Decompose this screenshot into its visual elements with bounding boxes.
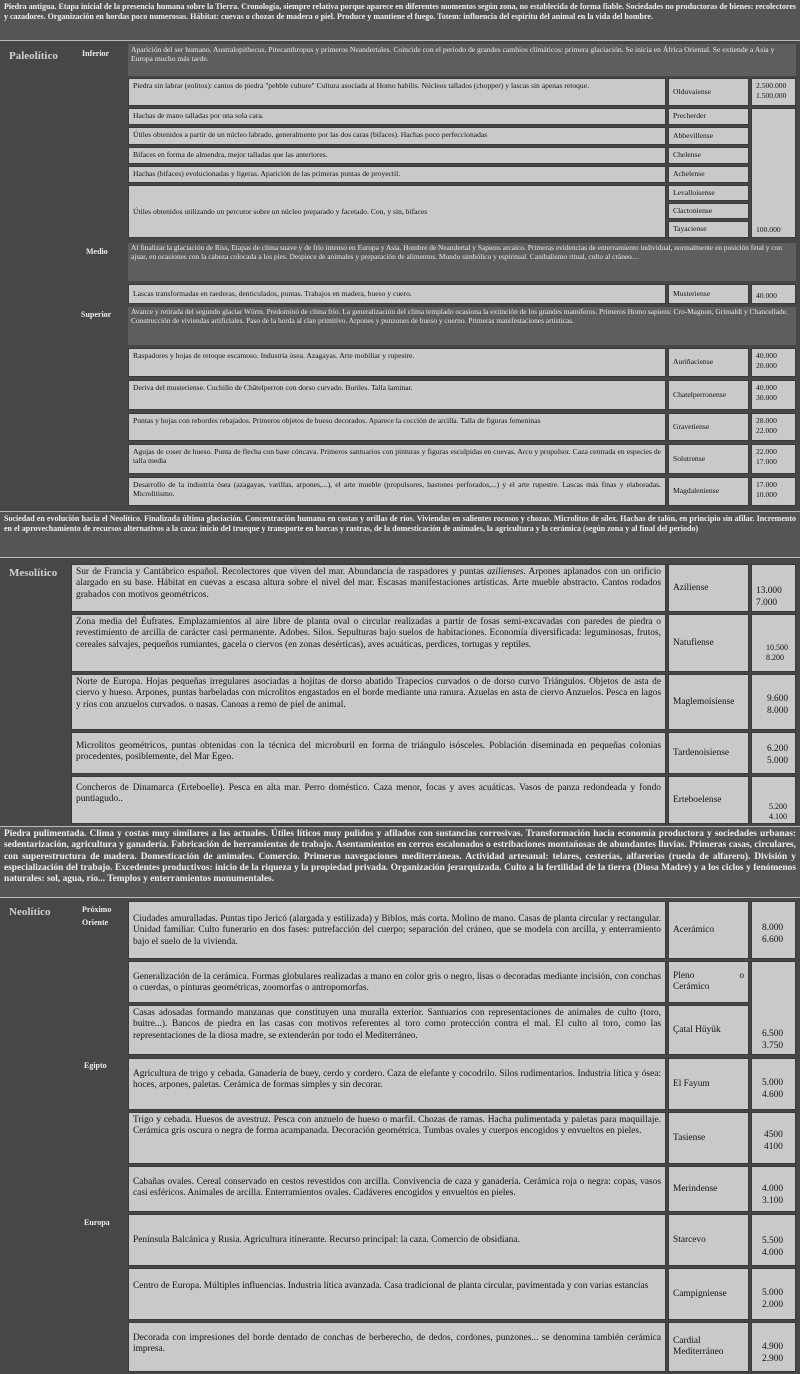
superior-culture-5: Magdaleniense: [668, 477, 749, 506]
culture-name: Mediterráneo: [673, 1347, 724, 1357]
date-start: 5.200: [769, 802, 787, 811]
oriente-culture-3: Çatal Hüyük: [668, 1005, 749, 1055]
mesolitico-dates-3: [751, 674, 796, 730]
europa-culture-3: [668, 1322, 749, 1372]
oriente-dates-1: [751, 901, 796, 959]
superior-desc-5: Desarrollo de la industria ósea (azagayas, varillas, arpones,...), el arte mueble (propulsores, bastones perforados,...) y el arte rupestre. Lascas más finas y elaboradas. Microlitismo.: [128, 477, 666, 506]
inferior-culture-4: Chelense: [668, 147, 749, 164]
mesolitico-dates-5: [751, 776, 796, 824]
inferior-desc-1: Piedra sin labrar (eolitos): cantos de piedra "pebble culture" Cultura asociada al Homo habilis. Núcleos tallados (chopper) y lascas sin apenas retoque.: [128, 78, 666, 106]
superior-culture-3: Gravetiense: [668, 413, 749, 441]
europa-desc-2: Centro de Europa. Múltiples influencias. Industria lítica avanzada. Casa tradicional de planta circular, pavimentada y con varias estancias: [128, 1268, 666, 1320]
culture-name: Cerámico: [673, 982, 710, 992]
superior-dates-5: [751, 477, 796, 506]
europa-dates-1: [751, 1214, 796, 1266]
date-start: 9.600: [767, 694, 789, 704]
mesolitico-culture-5: Erteboelense: [668, 776, 749, 824]
oriente-label-line1: Próximo: [82, 905, 112, 914]
mesolitico-dates-1: [751, 564, 796, 612]
desc-italic: azilienses: [487, 567, 524, 577]
superior-culture-2: Chatelperronense: [668, 380, 749, 410]
superior-desc-3: Puntas y hojas con rebordes rebajados. Primeros objetos de hueso decorados. Aparece la cocción de arcilla. Talla de figuras femeninas: [128, 413, 666, 441]
date-end: 8.200: [766, 653, 784, 663]
europa-desc-1: Península Balcánica y Rusia. Agricultura itinerante. Recurso principal: la caza. Comercio de obsidiana.: [128, 1214, 666, 1266]
inferior-desc-3: Útiles obtenidos a partir de un núcleo labrado, generalmente por las dos caras (bifaces). Hachas poco perfeccionadas: [128, 127, 666, 145]
mesolitico-intro: Sociedad en evolución hacia el Neolítico. Finalizada última glaciación. Concentración humana en costas y orillas de ríos. Viviendas en salientes rocosos y chozas. Microlitos de sílex. Hachas de talón, en principio sin afilar. Incremento en el aprovechamiento de recursos alternativos a la caza: inicio del trueque y transporte en barcas y rastras, de la domesticación de animales, la agricultura y la cerámica (según zona y al final del periodo): [0, 511, 800, 558]
date-end: 4.000: [762, 1248, 784, 1259]
mesolitico-culture-2: Natufiense: [668, 614, 749, 672]
inferior-desc-6: Útiles obtenidos utilizando un percutor sobre un núcleo preparado y facetado. Con, y sin, bifaces: [128, 185, 666, 238]
mesolitico-desc-1: [71, 564, 666, 612]
medio-lead: Al finalizar la glaciación de Riss, Etapas de clima suave y de frío intenso en Europa y Asia. Hombre de Neandertal y Sapiens arcaico. Primeras evidencias de enterramiento individual, normalmente en posición fetal y con ajuar, en ocasiones con la cabeza colocada a los pies. Despiece de animales y preparación de alimentos. Mundo simbólico y espiritual. Canibalismo ritual, culto al cráneo…: [128, 243, 796, 281]
mesolitico-dates-4: [751, 732, 796, 774]
date-end: 20.000: [756, 360, 777, 370]
date-start: 2.500.000: [756, 81, 787, 90]
superior-desc-1: Raspadores y hojas de retoque escamoso. Industria ósea. Azagayas. Arte mobiliar y rupestre.: [128, 348, 666, 377]
inferior-dates-1: [751, 78, 796, 106]
date-start: 28.000: [756, 416, 777, 425]
superior-desc-2: Deriva del musteriense. Cuchillo de Châtelperron con dorso curvado. Buriles. Talla laminar.: [128, 380, 666, 410]
date-start: 6.500: [762, 1028, 784, 1039]
egipto-culture-3: Merindense: [668, 1166, 749, 1212]
oriente-culture-1: Acerámico: [668, 901, 749, 959]
inferior-dates-2: [751, 108, 796, 238]
date-start: 5.000: [762, 1078, 784, 1088]
paleolitico-label: Paleolítico: [9, 50, 58, 62]
oriente-label: [82, 904, 111, 930]
paleolitico-intro: Piedra antigua. Etapa inicial de la presencia humana sobre la Tierra. Cronología, siempre relativa porque aparece en diferentes momentos según zona, no establecida de forma fiable. Sociedades no productoras de bienes: recolectores y cazadores. Organización en hordas poco numerosas. Hábitat: cuevas o chozas de madera o piel. Produce y mantiene el fuego. Totem: influencia del espíritu del animal en la vida del hombre.: [0, 0, 800, 41]
europa-dates-3: [751, 1322, 796, 1372]
culture-conjunction: o: [739, 971, 744, 982]
inferior-desc-2: Hachas de mano talladas por una sola cara.: [128, 108, 666, 125]
europa-culture-2: Campigniense: [668, 1268, 749, 1320]
egipto-culture-2: Tasiense: [668, 1112, 749, 1164]
date-end: 30.000: [756, 392, 777, 402]
inferior-label: Inferior: [82, 49, 110, 58]
inferior-lead: Aparición del ser humano. Australopithecus, Pitecanthropus y primeros Neandertales. Coincide con el periodo de grandes cambios climáticos: primera glaciación. Se inicia en África Oriental. Se extiende a Asia y Europa mucho más tarde.: [128, 44, 796, 76]
inferior-culture-3: Abbevillense: [668, 127, 749, 145]
mesolitico-desc-4: Microlitos geométricos, puntas obtenidas con la técnica del microburil en forma de triángulo isósceles. Población diseminada en pequeñas colonias procedentes, posiblemente, del Mar Egeo.: [71, 732, 666, 774]
superior-culture-4: Solutrense: [668, 444, 749, 474]
date-end: 4.600: [762, 1090, 784, 1101]
medio-desc-1: Lascas transformadas en raederas, denticulados, puntas. Trabajos en madera, hueso y cuero.: [128, 284, 666, 304]
date-start: 17.000: [756, 480, 777, 489]
egipto-desc-2: Trigo y cebada. Huesos de avestruz. Pesca con anzuelo de hueso o marfil. Chozas de ramas. Hacha pulimentada y paletas para maquillaje. Cerámica gris oscura o negra de forma acampanada. Decoración geométrica. Tumbas ovales y cuerpos encogidos y envueltos en pieles.: [128, 1112, 666, 1164]
europa-label: Europa: [84, 1218, 110, 1227]
inferior-desc-4: Bifaces en forma de almendra, mejor talladas que las anteriores.: [128, 147, 666, 164]
inferior-culture-6a: Levalloisense: [668, 185, 749, 201]
superior-label: Superior: [81, 310, 112, 319]
oriente-desc-2: Generalización de la cerámica. Formas globulares realizadas a mano en color gris o negro, lisas o decoradas mediante incisión, con conchas o cuerdas, o pinturas geométricas, zoomorfas o antropomorfas.: [128, 961, 666, 1003]
inferior-culture-6b: Clactoniense: [668, 203, 749, 219]
desc-part: Sur de Francia y Cantábrico español. Recolectores que viven del mar. Abundancia de raspadores y puntas: [76, 567, 488, 577]
neolitico-label: Neolítico: [9, 906, 51, 918]
date-end: 6.600: [762, 935, 784, 946]
culture-name: Pleno: [673, 971, 695, 982]
oriente-desc-3: Casas adosadas formando manzanas que constituyen una muralla exterior. Santuarios con representaciones de animales de culto (toro, buitre...). Bancos de piedra en las casas con motivos referentes al toro como protección contra el mal. El culto al toro, como las representaciones de la diosa madre, se extenderán por todo el Mediterráneo.: [128, 1005, 666, 1055]
mesolitico-culture-1: Aziliense: [668, 564, 749, 612]
date-end: 17.000: [756, 456, 777, 466]
date-end: 7.000: [756, 598, 778, 609]
superior-lead: Avance y retirada del segundo glaciar Würm. Predominó de clima frío. La generalización del clima templado ocasiona la extinción de los grandes mamíferos. Primeros Homo sapiens: Cro-Magnon, Grimaldi y Chancellade. Construcción de viviendas artificiales. Paso de la horda al clan primitivo. Arpones y punzones de hueso y cuerno. Primeras manifestaciones artísticas.: [128, 307, 796, 345]
date-start: 8.000: [762, 923, 784, 933]
date-end: 8.000: [767, 706, 789, 717]
date-start: 22.000: [756, 447, 777, 456]
date-end: 2.900: [762, 1354, 784, 1365]
europa-culture-1: Starcevo: [668, 1214, 749, 1266]
neolitico-intro: Piedra pulimentada. Clima y costas muy similares a las actuales. Útiles líticos muy pulidos y afilados con sustancias corrosivas. Transformación hacia economía productora y sociedades urbanas: sedentarización, agricultura y ganadería. Fabricación de herramientas de trabajo. Asentamientos en cerros escalonados o estribaciones montañosas de abundantes lluvias. Primeras casas, circulares, con superestructura de madera. Domesticación de animales. Comercio. Primeras navegaciones mediterráneas. Actividad artesanal: telares, cesterías, alfarerías (rueda de alfarero). División y especialización del trabajo. Excedentes productivos: inicio de la riqueza y la propiedad privada. Organización jerarquizada. Culto a la fertilidad de la tierra (Diosa Madre) y a los ciclos y fenómenos naturales: sol, agua, río... Templos y enterramientos monumentales.: [0, 826, 800, 898]
oriente-desc-1: Ciudades amuralladas. Puntas tipo Jericó (alargada y estilizada) y Biblos, más corta. Molino de mano. Casas de planta circular y rectangular. Unidad familiar. Culto funerario en dos fases: putrefacción del cuerpo; separación del cráneo, que se modela con arcilla, y enterramiento bajo el suelo de la vivienda.: [128, 901, 666, 959]
inferior-culture-5: Achelense: [668, 166, 749, 183]
medio-label: Medio: [86, 247, 108, 256]
superior-dates-3: [751, 413, 796, 441]
europa-dates-2: [751, 1268, 796, 1320]
date-start: 13.000: [756, 586, 782, 596]
date-end: 10.000: [756, 489, 777, 499]
medio-dates-1: [751, 284, 796, 304]
egipto-dates-1: [751, 1058, 796, 1110]
mesolitico-dates-2: [751, 614, 796, 672]
date-start: 4.000: [762, 1184, 784, 1194]
superior-dates-2: [751, 380, 796, 410]
inferior-culture-1: Olduvaiense: [668, 78, 749, 106]
date-start: 4500: [764, 1130, 783, 1140]
mesolitico-culture-4: Tardenoisiense: [668, 732, 749, 774]
date-end: 5.000: [767, 756, 789, 767]
mesolitico-desc-5: Concheros de Dinamarca (Erteboelle). Pesca en alta mar. Perro doméstico. Caza menor, focas y aves acuáticas. Vasos de panza redondeada y fondo puntiagudo..: [71, 776, 666, 824]
medio-culture-1: Musteriense: [668, 284, 749, 304]
egipto-dates-3: [751, 1166, 796, 1212]
egipto-desc-1: Agricultura de trigo y cebada. Ganadería de buey, cerdo y cordero. Caza de elefante y cocodrilo. Silos rudimentarios. Industria lítica y ósea: hoces, arpones, paletas. Cerámica de formas simples y sin decorar.: [128, 1058, 666, 1110]
date-start: 40.000: [756, 291, 777, 301]
mesolitico-label: Mesolítico: [9, 567, 58, 579]
date-start: 100.000: [756, 225, 781, 235]
mesolitico-culture-3: Maglemoisiense: [668, 674, 749, 730]
egipto-dates-2: [751, 1112, 796, 1164]
oriente-culture-2: [668, 961, 749, 1003]
date-start: 40.000: [756, 351, 777, 360]
date-start: 5.500: [762, 1236, 784, 1246]
superior-culture-1: Auriñaciense: [668, 348, 749, 377]
date-end: 3.750: [762, 1040, 784, 1051]
inferior-culture-6c: Tayaciense: [668, 221, 749, 238]
oriente-label-line2: Oriente: [82, 917, 109, 927]
date-end: 1.500.000: [756, 90, 787, 100]
desc-part: . Arpones aplanados con un orificio alargado en su base. Hábitat en cuevas a escasa altura sobre el nivel del mar. Escasas manifestaciones artísticas. Arte mueble abstracto. Cantos rodados grabados con motivos geométricos.: [76, 567, 661, 600]
superior-desc-4: Agujas de coser de hueso. Punta de flecha con base cóncava. Primeros santuarios con pinturas y figuras esculpidas en cuevas. Arco y propulsor. Caza centrada en especies de talla media: [128, 444, 666, 474]
inferior-desc-5: Hachas (bifaces) evolucionadas y ligeras. Aparición de las primeras puntas de proyectil.: [128, 166, 666, 183]
inferior-culture-2: Precherder: [668, 108, 749, 125]
culture-name: Cardial: [673, 1336, 701, 1347]
superior-dates-1: [751, 348, 796, 377]
egipto-desc-3: Cabañas ovales. Cereal conservado en cestos revestidos con arcilla. Convivencia de caza y ganadería. Cerámica roja o negra: copas, vasos casi esféricos. Animales de arcilla. Enterramientos ovales. Cadáveres encogidos y envueltos en pieles.: [128, 1166, 666, 1212]
date-start: 4.900: [762, 1342, 784, 1352]
date-end: 4100: [764, 1142, 783, 1153]
date-end: 3.100: [762, 1196, 784, 1207]
egipto-label: Egipto: [84, 1061, 107, 1070]
date-start: 5.000: [762, 1288, 784, 1298]
mesolitico-desc-3: Norte de Europa. Hojas pequeñas irregulares asociadas a hojitas de dorso abatido Trapecios curvados o de dorso curvo Triángulos. Objetos de asta de ciervo y hueso. Arpones, puntas barbeladas con microlitos engastados en el borde mediante una ranura. Azuelas en asta de ciervo Anzuelos. Pesca en lagos y ríos con anzuelos curvados. o nasas. Canoas a remo de piel de animal.: [71, 674, 666, 730]
date-end: 4.100: [769, 812, 787, 822]
mesolitico-desc-2: Zona media del Éufrates. Emplazamientos al aire libre de planta oval o circular realizadas a partir de fosas semi-excavadas con paredes de piedra o revestimiento de arcilla de carácter casi permanente. Adobes. Silos. Sepulturas bajo suelos de habitaciones. Economía diversificada: leguminosas, frutos, cereales salvajes, pequeños rumiantes, gacela o ciervos (en zonas desérticas), aves acuáticas, perdices, tortugas y reptiles.: [71, 614, 666, 672]
date-start: 40.000: [756, 383, 777, 392]
europa-desc-3: Decorada con impresiones del borde dentado de conchas de berberecho, de dedos, cordones, punzones... se denomina también cerámica impresa.: [128, 1322, 666, 1372]
oriente-dates-2: [751, 961, 796, 1055]
date-start: 6.200: [767, 744, 789, 754]
egipto-culture-1: El Fayum: [668, 1058, 749, 1110]
date-start: 10.500: [766, 643, 788, 652]
date-end: 2.000: [762, 1300, 784, 1311]
superior-dates-4: [751, 444, 796, 474]
date-end: 22.000: [756, 425, 777, 435]
